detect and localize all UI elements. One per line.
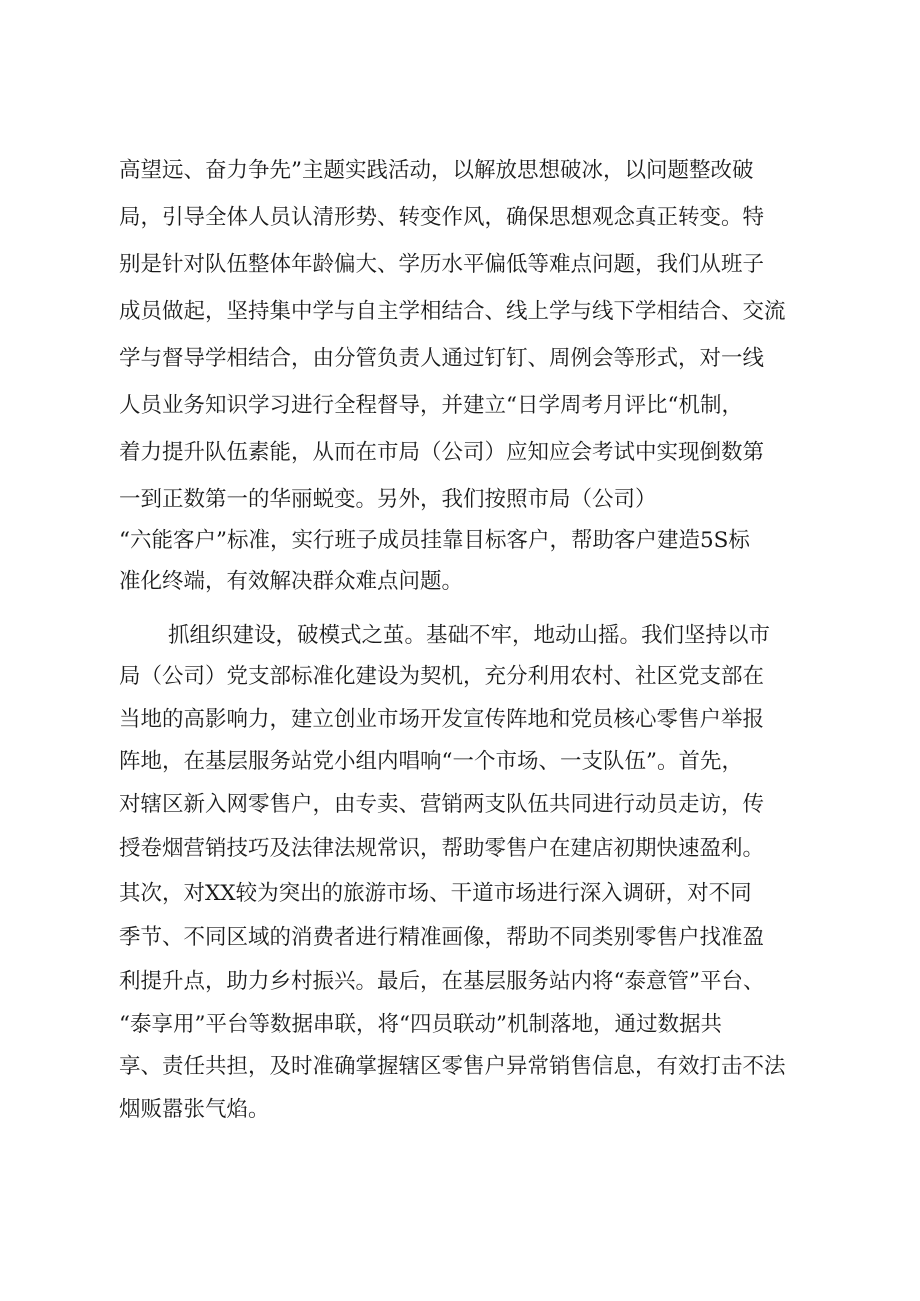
text-line: 人员业务知识学习进行全程督导，并建立“日学周考月评比“机制， <box>119 393 743 418</box>
text-line: 其次，对XX较为突出的旅游市场、干道市场进行深入调研，对不同 <box>119 881 752 906</box>
text-line: 利提升点，助力乡村振兴。最后，在基层服务站内将“泰意管”平台、 <box>119 969 765 994</box>
text-line: 阵地，在基层服务站党小组内唱响“一个市场、一支队伍”。首先， <box>119 749 743 774</box>
text-line: 一到正数第一的华丽蜕变。另外，我们按照市局（公司） <box>119 487 657 512</box>
text-line: 局（公司）党支部标准化建设为契机，充分利用农村、社区党支部在 <box>119 664 765 689</box>
text-line: 学与督导学相结合，由分管负责人通过钉钉、周例会等形式，对一线 <box>119 346 765 371</box>
text-line: 授卷烟营销技巧及法律法规常识，帮助零售户在建店初期快速盈利。 <box>119 836 765 861</box>
text-line: 对辖区新入网零售户，由专卖、营销两支队伍共同进行动员走访，传 <box>119 792 765 817</box>
text-line: 成员做起，坚持集中学与自主学相结合、线上学与线下学相结合、交流 <box>119 299 786 324</box>
paragraph-start-line: 抓组织建设，破模式之茧。基础不牢，地动山摇。我们坚持以市 <box>168 623 771 648</box>
text-line: 着力提升队伍素能，从而在市局（公司）应知应会考试中实现倒数第 <box>119 440 765 465</box>
text-line: 当地的高影响力，建立创业市场开发宣传阵地和党员核心零售户举报 <box>119 707 765 732</box>
text-line: 准化终端，有效解决群众难点问题。 <box>119 569 464 594</box>
text-line: 别是针对队伍整体年龄偏大、学历水平偏低等难点问题，我们从班子 <box>119 252 765 277</box>
text-line: 烟贩嚣张气焰。 <box>119 1097 270 1122</box>
text-line: 高望远、奋力争先”主题实践活动，以解放思想破冰，以问题整改破 <box>119 158 754 183</box>
text-line: 局，引导全体人员认清形势、转变作风，确保思想观念真正转变。特 <box>119 205 765 230</box>
text-line: 享、责任共担，及时准确掌握辖区零售户异常销售信息，有效打击不法 <box>119 1054 786 1079</box>
text-line: “六能客户”标准，实行班子成员挂靠目标客户，帮助客户建造5S标 <box>119 528 750 553</box>
text-line: “泰享用”平台等数据串联，将“四员联动”机制落地，通过数据共 <box>119 1012 722 1037</box>
text-line: 季节、不同区域的消费者进行精准画像，帮助不同类别零售户找准盈 <box>119 925 765 950</box>
